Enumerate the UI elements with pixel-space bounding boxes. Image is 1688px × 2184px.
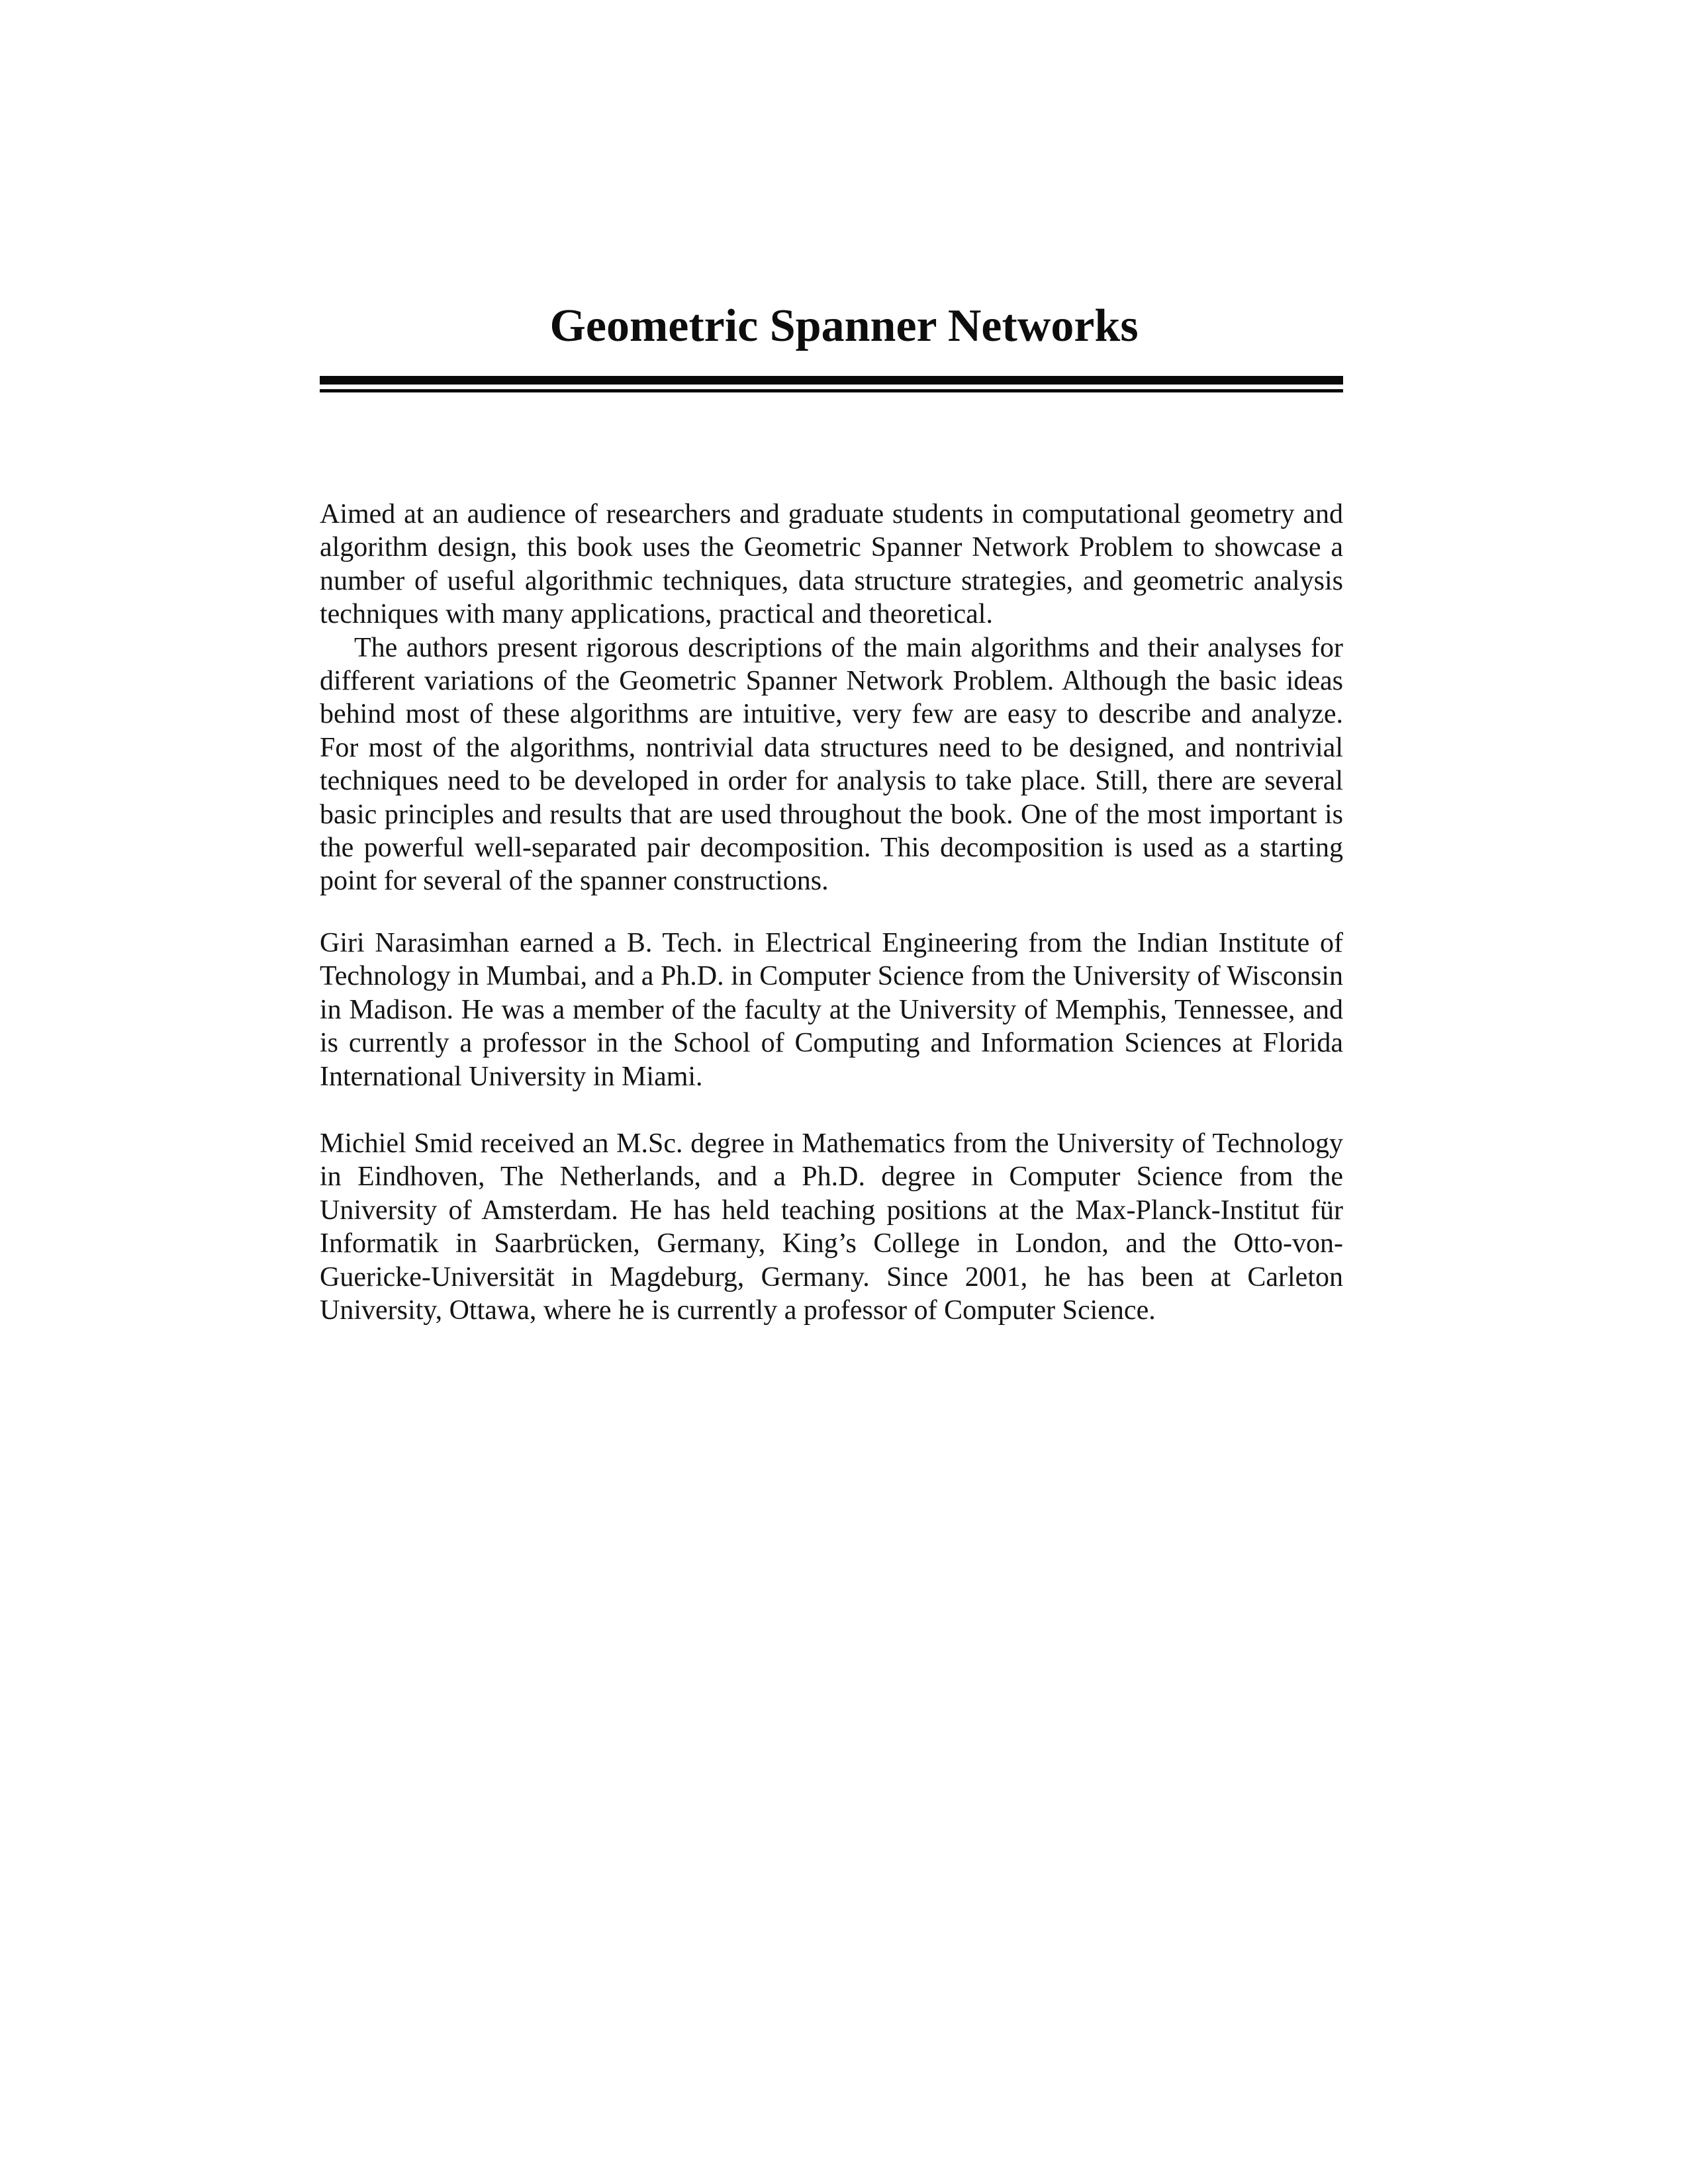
description-paragraph: Aimed at an audience of researchers and graduate students in computational geometry and algorithm design, this book uses the Geometric Spanner Network Problem to showcase a number of useful algorithmic techniques, data structure strategies, and geometric analysis techniques with many applications, practical and theoretical.: [320, 499, 1343, 630]
book-description: [320, 498, 1343, 898]
author-bio-text: Michiel Smid received an M.Sc. degree in Mathematics from the University of Technology in Eindhoven, The Netherlands, and a Ph.D. degree in Computer Science from the University of Amsterdam. He has held teaching positions at the Max-Planck-Institut für Informatik in Saarbrücken, Germany, King’s College in London, and the Otto-von-Guericke-Universität in Magdeburg, Germany. Since 2001, he has been at Carleton University, Ottawa, where he is currently a professor of Computer Science.: [320, 1128, 1343, 1326]
page-title: Geometric Spanner Networks: [549, 300, 1139, 351]
title-rule-thin: [320, 389, 1343, 392]
title-rule-thick: [320, 376, 1343, 385]
author-bio: [320, 927, 1343, 1093]
author-bio: [320, 1127, 1343, 1327]
description-paragraph: The authors present rigorous descriptions of the main algorithms and their analyses for different variations of the Geometric Spanner Network Problem. Although the basic ideas behind most of these algorithms are intuitive, very few are easy to describe and analyze. For most of the algorithms, nontrivial data structures need to be designed, and nontrivial techniques need to be developed in order for analysis to take place. Still, there are several basic principles and results that are used throughout the book. One of the most important is the powerful well-separated pair decomposition. This decomposition is used as a starting point for several of the spanner constructions.: [320, 632, 1343, 897]
author-bio-text: Giri Narasimhan earned a B. Tech. in Electrical Engineering from the Indian Institute of Technology in Mumbai, and a Ph.D. in Computer Science from the University of Wisconsin in Madison. He was a member of the faculty at the University of Memphis, Tennessee, and is currently a professor in the School of Computing and Information Sciences at Florida International University in Miami.: [320, 928, 1344, 1092]
